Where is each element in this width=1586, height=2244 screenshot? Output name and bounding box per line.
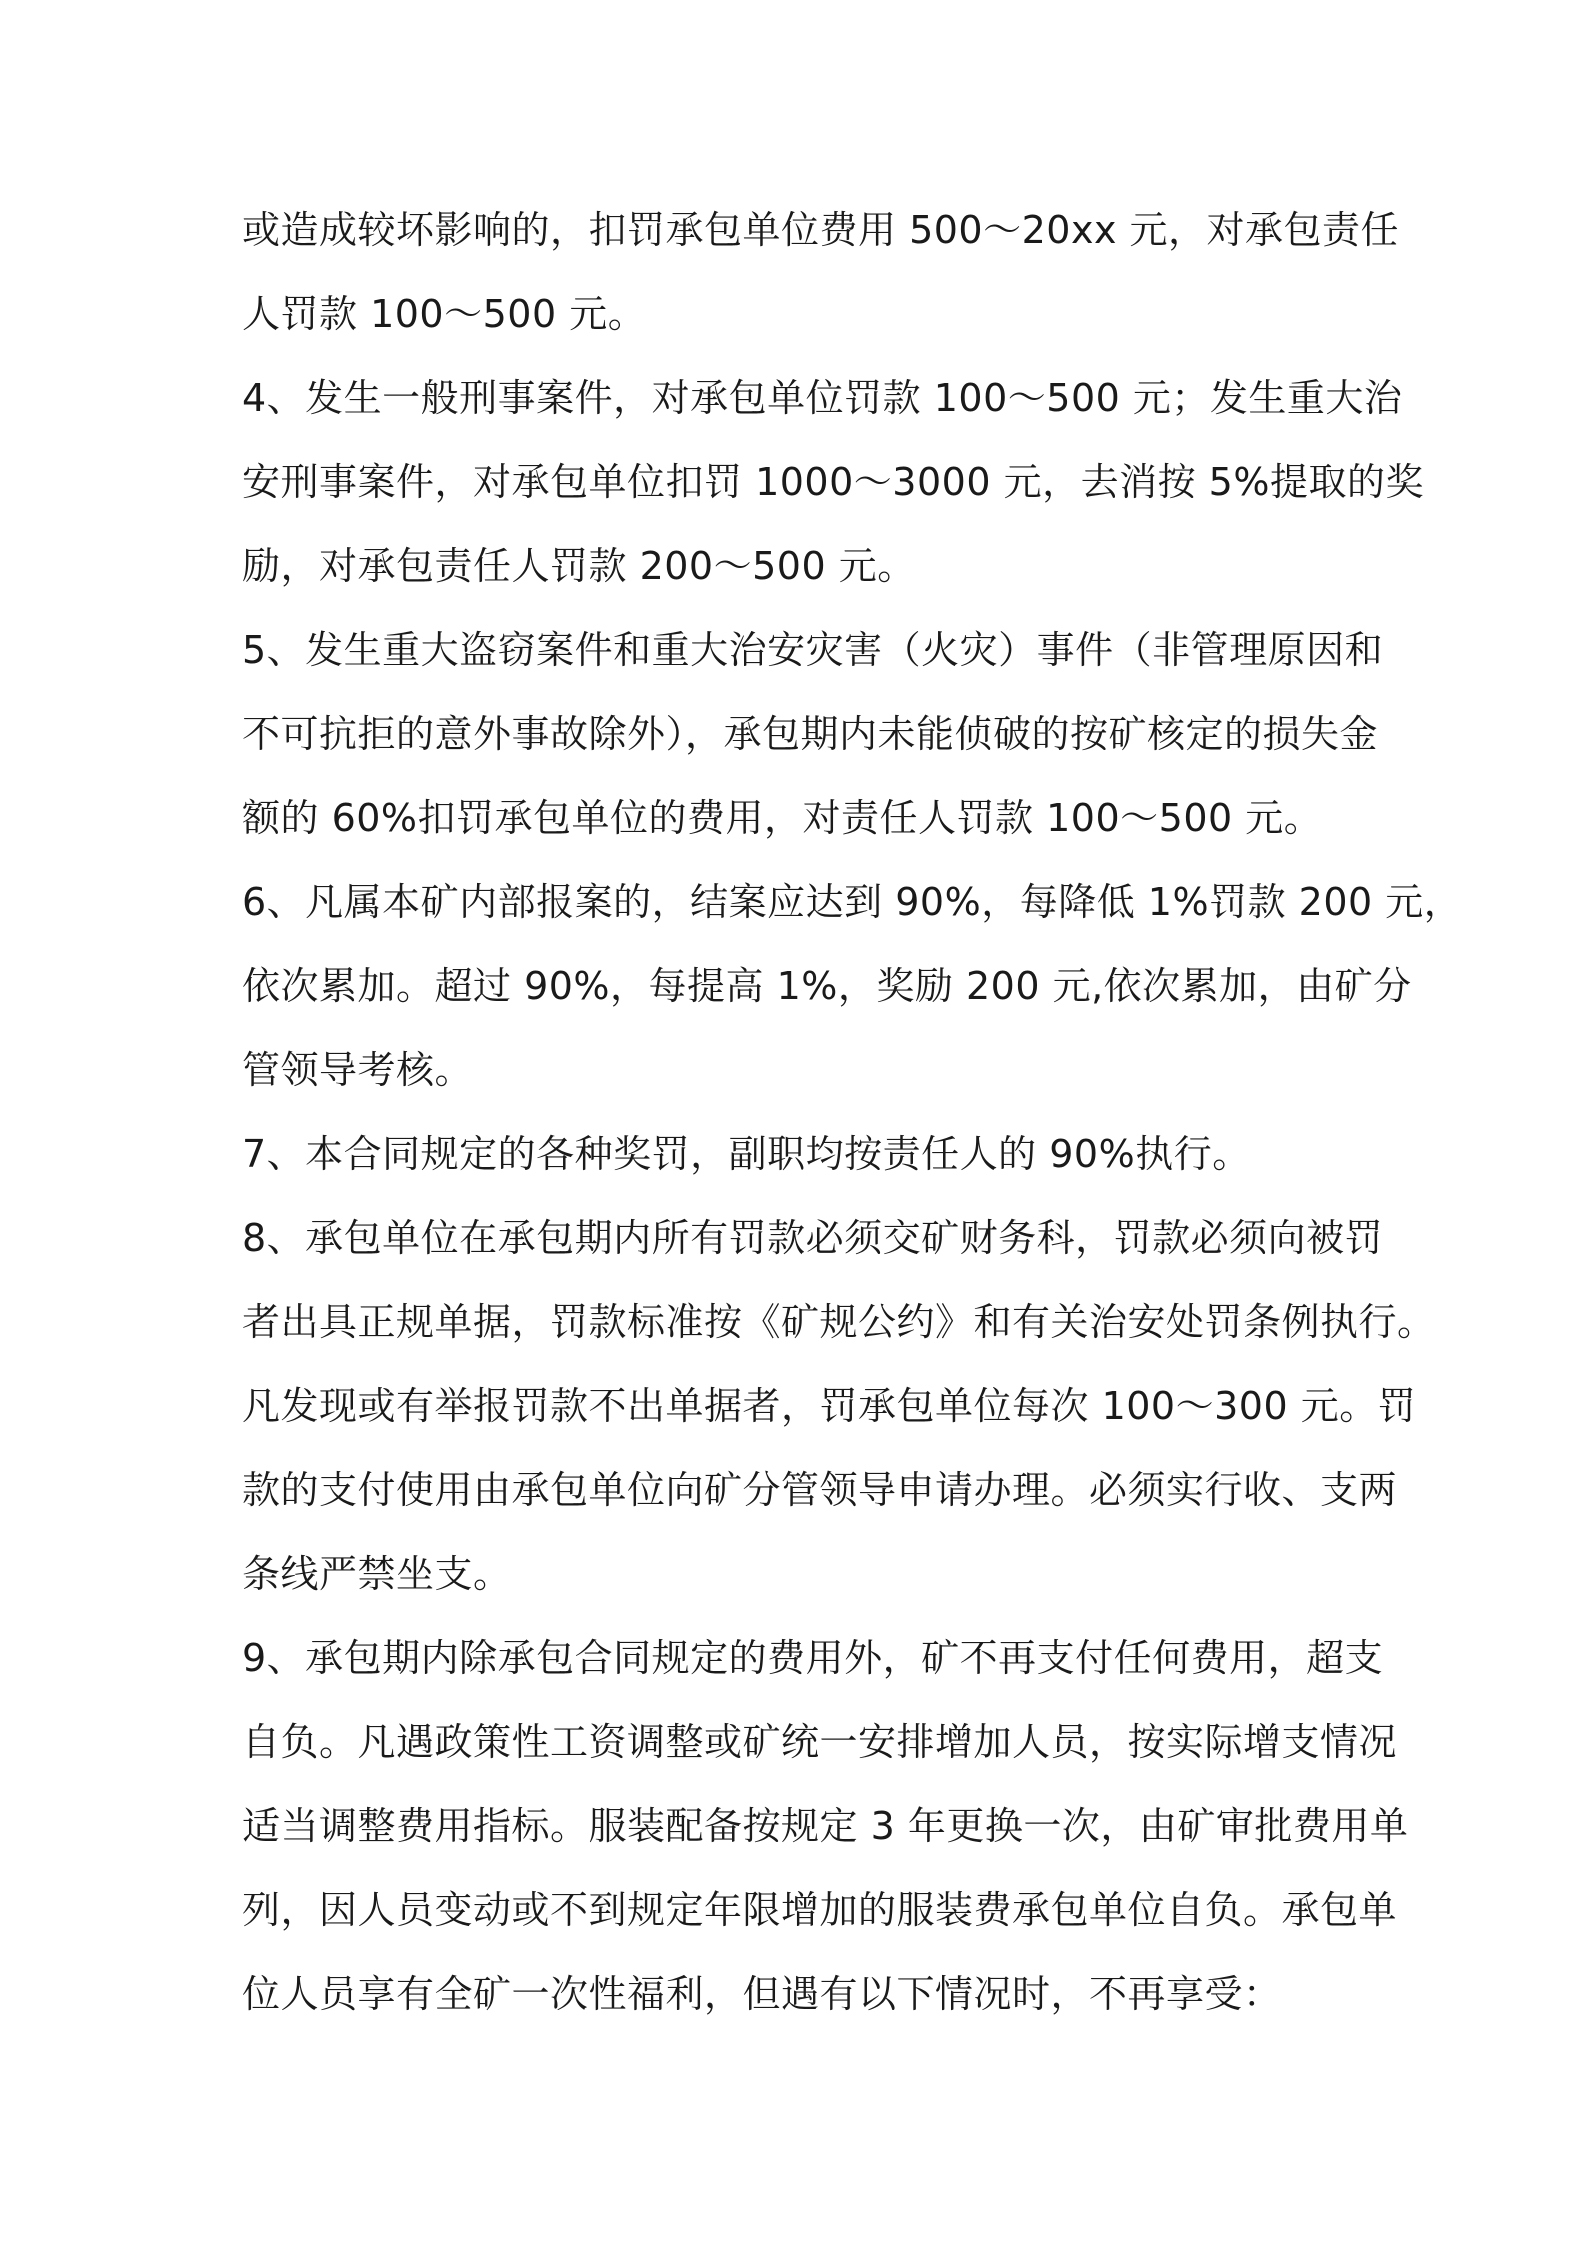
text-line: 安刑事案件，对承包单位扣罚 1000～3000 元，去消按 5%提取的奖 (242, 460, 1424, 504)
text-line: 7、本合同规定的各种奖罚，副职均按责任人的 90%执行。 (242, 1132, 1251, 1176)
text-line: 位人员享有全矿一次性福利，但遇有以下情况时，不再享受： (242, 1972, 1282, 2016)
text-line: 6、凡属本矿内部报案的，结案应达到 90%，每降低 1%罚款 200 元， (242, 880, 1463, 924)
text-line: 款的支付使用由承包单位向矿分管领导申请办理。必须实行收、支两 (242, 1468, 1398, 1512)
text-line: 适当调整费用指标。服装配备按规定 3 年更换一次，由矿审批费用单 (242, 1804, 1409, 1848)
document-body (242, 188, 1463, 2036)
text-line: 或造成较坏影响的，扣罚承包单位费用 500～20xx 元，对承包责任 (242, 208, 1400, 252)
text-line: 依次累加。超过 90%，每提高 1%，奖励 200 元,依次累加，由矿分 (242, 964, 1412, 1008)
text-line: 4、发生一般刑事案件，对承包单位罚款 100～500 元；发生重大治 (242, 376, 1403, 420)
text-line: 人罚款 100～500 元。 (242, 292, 647, 336)
text-line: 管领导考核。 (242, 1048, 474, 1092)
text-line: 不可抗拒的意外事故除外），承包期内未能侦破的按矿核定的损失金 (242, 712, 1379, 756)
text-line: 条线严禁坐支。 (242, 1552, 512, 1596)
text-line: 额的 60%扣罚承包单位的费用，对责任人罚款 100～500 元。 (242, 796, 1323, 840)
text-line: 者出具正规单据，罚款标准按《矿规公约》和有关治安处罚条例执行。 (242, 1300, 1436, 1344)
text-line: 励，对承包责任人罚款 200～500 元。 (242, 544, 916, 588)
text-line: 5、发生重大盗窃案件和重大治安灾害（火灾）事件（非管理原因和 (242, 628, 1384, 672)
text-line: 自负。凡遇政策性工资调整或矿统一安排增加人员，按实际增支情况 (242, 1720, 1398, 1764)
text-line: 9、承包期内除承包合同规定的费用外，矿不再支付任何费用，超支 (242, 1636, 1384, 1680)
text-line: 凡发现或有举报罚款不出单据者，罚承包单位每次 100～300 元。罚 (242, 1384, 1417, 1428)
text-line: 8、承包单位在承包期内所有罚款必须交矿财务科，罚款必须向被罚 (242, 1216, 1384, 1260)
text-line: 列，因人员变动或不到规定年限增加的服装费承包单位自负。承包单 (242, 1888, 1398, 1932)
